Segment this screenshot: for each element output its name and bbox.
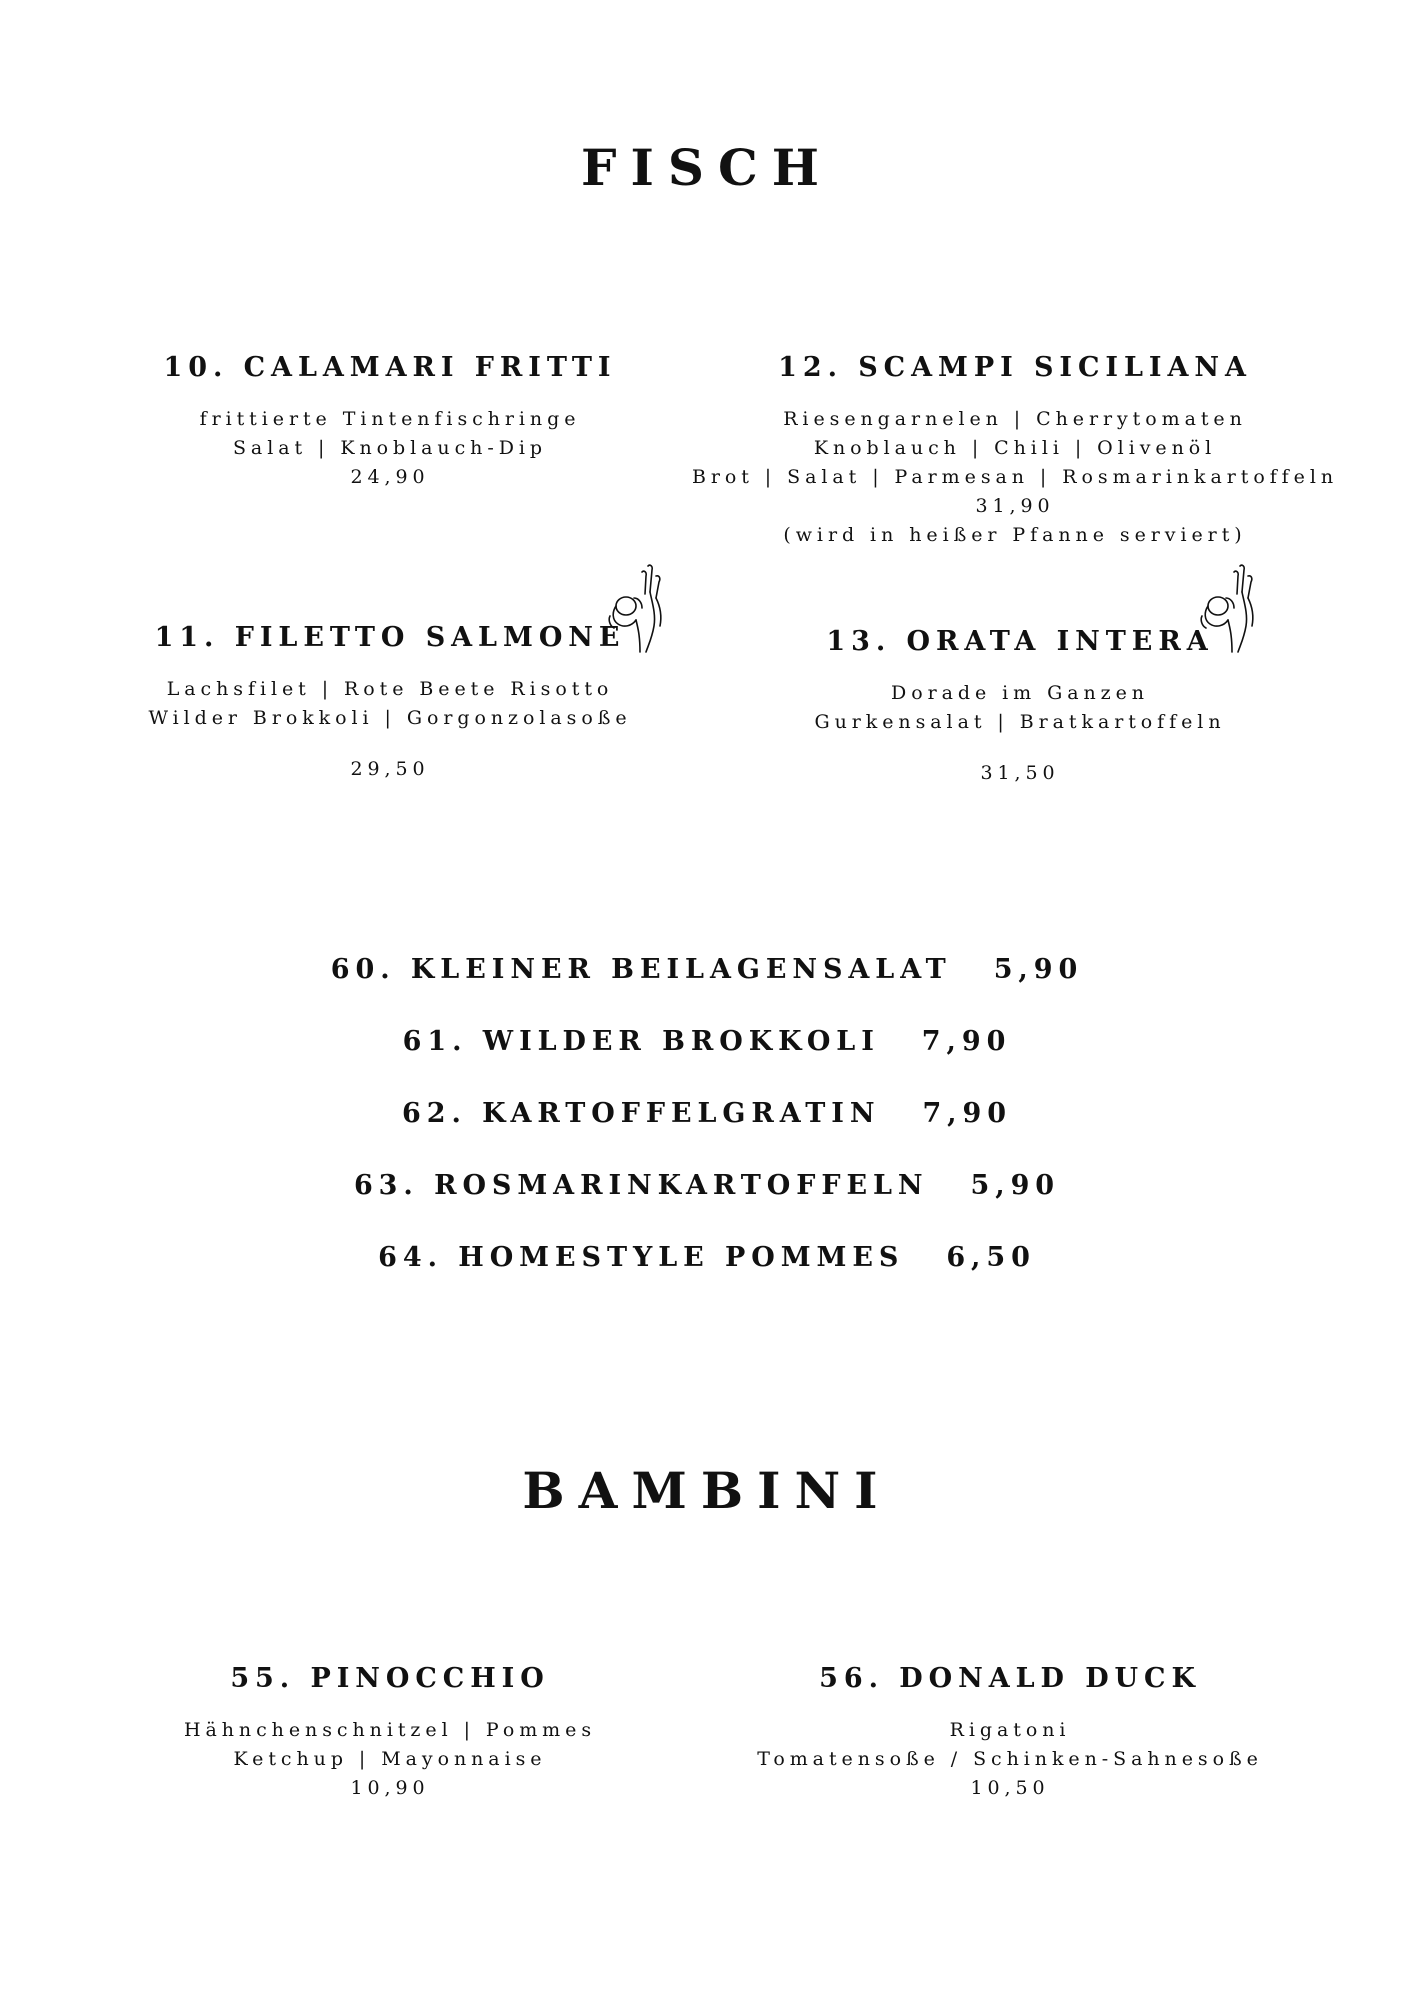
dish-name: 12. SCAMPI SICILIANA [778,352,1252,383]
dish-description-line: Hähnchenschnitzel | Pommes [183,1719,597,1741]
side-dish-price: 7,90 [921,1026,1012,1057]
dish-scampi-siciliana [680,352,1350,550]
dish-description-line: Wilder Brokkoli | Gorgonzolasoße [148,707,632,729]
dish-description-line: frittierte Tintenfischringe [199,408,581,430]
dish-description-line: Knoblauch | Chili | Olivenöl [813,437,1217,459]
ok-hand-icon [604,562,668,654]
dish-description-line: Lachsfilet | Rote Beete Risotto [166,678,614,700]
section-title-fisch: FISCH [580,138,834,197]
side-dish-name: 61. WILDER BROKKOLI [402,1026,880,1057]
dish-name: 55. PINOCCHIO [230,1663,550,1694]
dish-price: 10,50 [970,1777,1050,1799]
side-dish-price: 5,90 [993,954,1084,985]
section-title-bambini: BAMBINI [522,1461,892,1520]
side-dish [0,1022,1414,1094]
dish-name: 10. CALAMARI FRITTI [163,352,617,383]
dish-filetto-salmone [110,622,670,784]
side-dish [0,950,1414,1022]
dish-name: 11. FILETTO SALMONE [154,622,626,653]
side-dish-price: 5,90 [970,1170,1061,1201]
dish-description-line: Ketchup | Mayonnaise [233,1748,547,1770]
side-dish [0,1166,1414,1238]
dish-note: (wird in heißer Pfanne serviert) [783,524,1247,546]
dish-description-line: Rigatoni [949,1719,1071,1741]
side-dish-name: 62. KARTOFFELGRATIN [402,1098,881,1129]
side-dish-price: 7,90 [922,1098,1012,1129]
side-dish [0,1094,1414,1166]
dish-price: 29,50 [350,758,430,780]
dish-pinocchio [130,1663,650,1803]
side-dish-name: 60. KLEINER BEILAGENSALAT [330,954,952,985]
side-dishes-list [0,950,1414,1310]
dish-name: 13. ORATA INTERA [826,626,1214,657]
side-dish-price: 6,50 [946,1242,1036,1273]
side-dish [0,1238,1414,1310]
dish-name: 56. DONALD DUCK [819,1663,1201,1694]
side-dish-name: 64. HOMESTYLE POMMES [378,1242,905,1273]
dish-description-line: Tomatensoße / Schinken-Sahnesoße [757,1748,1263,1770]
dish-price: 24,90 [350,466,430,488]
dish-description-line: Brot | Salat | Parmesan | Rosmarinkartoffeln [691,466,1339,488]
dish-price: 31,50 [980,762,1060,784]
ok-hand-icon [1196,562,1260,654]
dish-description-line: Gurkensalat | Bratkartoffeln [814,711,1226,733]
dish-calamari-fritti [130,352,650,492]
dish-description-line: Riesengarnelen | Cherrytomaten [783,408,1247,430]
dish-price: 10,90 [350,1777,430,1799]
side-dish-name: 63. ROSMARINKARTOFFELN [353,1170,929,1201]
dish-price: 31,90 [975,495,1055,517]
dish-description-line: Dorade im Ganzen [891,682,1149,704]
dish-donald-duck [740,1663,1280,1803]
dish-description-line: Salat | Knoblauch-Dip [232,437,548,459]
